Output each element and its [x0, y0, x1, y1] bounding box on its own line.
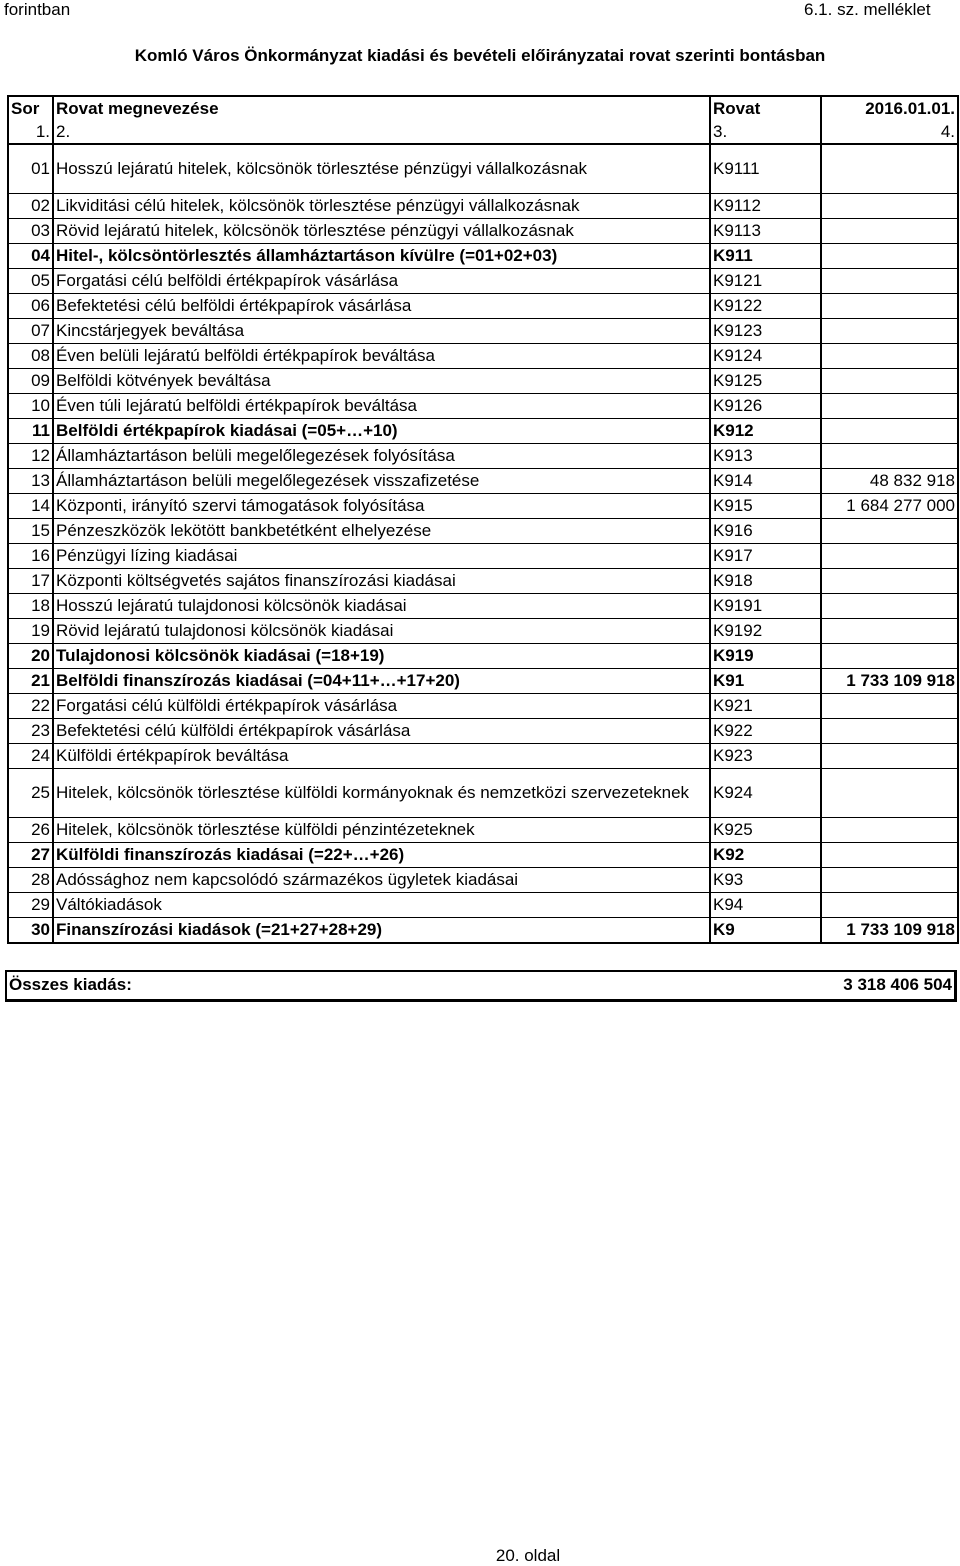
row-value: 1 733 109 918 — [821, 918, 958, 944]
row-value — [821, 519, 958, 544]
row-name: Hitelek, kölcsönök törlesztése külföldi pénzintézeteknek — [53, 818, 710, 843]
column-header-name: Rovat megnevezése — [53, 96, 710, 121]
row-number: 04 — [8, 244, 53, 269]
row-name: Finanszírozási kiadások (=21+27+28+29) — [53, 918, 710, 944]
row-name: Befektetési célú belföldi értékpapírok vásárlása — [53, 294, 710, 319]
table-row — [8, 369, 958, 394]
row-name: Központi, irányító szervi támogatások folyósítása — [53, 494, 710, 519]
row-number: 11 — [8, 419, 53, 444]
row-name: Rövid lejáratú tulajdonosi kölcsönök kiadásai — [53, 619, 710, 644]
row-name: Államháztartáson belüli megelőlegezések folyósítása — [53, 444, 710, 469]
row-name: Belföldi kötvények beváltása — [53, 369, 710, 394]
row-number: 02 — [8, 194, 53, 219]
row-name: Likviditási célú hitelek, kölcsönök törlesztése pénzügyi vállalkozásnak — [53, 194, 710, 219]
row-value — [821, 594, 958, 619]
row-code: K9123 — [710, 319, 821, 344]
row-name: Befektetési célú külföldi értékpapírok vásárlása — [53, 719, 710, 744]
row-value — [821, 818, 958, 843]
row-value — [821, 344, 958, 369]
row-value — [821, 544, 958, 569]
row-value — [821, 419, 958, 444]
row-number: 21 — [8, 669, 53, 694]
row-number: 20 — [8, 644, 53, 669]
column-header-value: 2016.01.01. — [821, 96, 958, 121]
row-value — [821, 144, 958, 194]
row-value — [821, 444, 958, 469]
row-value — [821, 893, 958, 918]
row-code: K9122 — [710, 294, 821, 319]
table-row — [8, 818, 958, 843]
row-name: Kincstárjegyek beváltása — [53, 319, 710, 344]
table-row — [8, 194, 958, 219]
table-row — [8, 569, 958, 594]
row-number: 15 — [8, 519, 53, 544]
row-number: 23 — [8, 719, 53, 744]
row-number: 12 — [8, 444, 53, 469]
row-number: 09 — [8, 369, 53, 394]
table-row — [8, 744, 958, 769]
row-value — [821, 394, 958, 419]
row-name: Belföldi értékpapírok kiadásai (=05+…+10) — [53, 419, 710, 444]
row-number: 22 — [8, 694, 53, 719]
column-header-code: Rovat — [710, 96, 821, 121]
row-value — [821, 868, 958, 893]
row-code: K914 — [710, 469, 821, 494]
row-value — [821, 843, 958, 868]
row-number: 29 — [8, 893, 53, 918]
table-row — [8, 444, 958, 469]
row-name: Forgatási célú belföldi értékpapírok vásárlása — [53, 269, 710, 294]
column-number-row — [8, 121, 958, 144]
column-number-1: 1. — [8, 121, 53, 144]
row-value — [821, 319, 958, 344]
row-code: K9 — [710, 918, 821, 944]
row-code: K919 — [710, 644, 821, 669]
row-code: K913 — [710, 444, 821, 469]
page-number: 20. oldal — [495, 1546, 561, 1565]
table-row — [8, 918, 958, 944]
currency-note: forintban — [4, 0, 71, 19]
table-row — [8, 494, 958, 519]
table-row — [8, 469, 958, 494]
table-row — [8, 769, 958, 818]
row-number: 07 — [8, 319, 53, 344]
table-row — [8, 319, 958, 344]
table-row — [8, 544, 958, 569]
grand-total-box — [5, 970, 957, 1002]
table-row — [8, 868, 958, 893]
row-name: Pénzügyi lízing kiadásai — [53, 544, 710, 569]
row-code: K925 — [710, 818, 821, 843]
row-code: K9112 — [710, 194, 821, 219]
row-number: 27 — [8, 843, 53, 868]
row-code: K922 — [710, 719, 821, 744]
row-number: 18 — [8, 594, 53, 619]
row-code: K9126 — [710, 394, 821, 419]
row-code: K918 — [710, 569, 821, 594]
row-code: K9121 — [710, 269, 821, 294]
row-name: Államháztartáson belüli megelőlegezések visszafizetése — [53, 469, 710, 494]
row-value: 1 684 277 000 — [821, 494, 958, 519]
row-name: Belföldi finanszírozás kiadásai (=04+11+…+17+20) — [53, 669, 710, 694]
table-row — [8, 694, 958, 719]
row-value — [821, 269, 958, 294]
table-row — [8, 244, 958, 269]
column-number-4: 4. — [821, 121, 958, 144]
row-name: Rövid lejáratú hitelek, kölcsönök törlesztése pénzügyi vállalkozásnak — [53, 219, 710, 244]
row-code: K923 — [710, 744, 821, 769]
table-row — [8, 294, 958, 319]
row-name: Külföldi finanszírozás kiadásai (=22+…+26) — [53, 843, 710, 868]
row-number: 03 — [8, 219, 53, 244]
row-code: K916 — [710, 519, 821, 544]
row-name: Adóssághoz nem kapcsolódó származékos ügyletek kiadásai — [53, 868, 710, 893]
row-name: Éven túli lejáratú belföldi értékpapírok beváltása — [53, 394, 710, 419]
row-code: K91 — [710, 669, 821, 694]
row-name: Külföldi értékpapírok beváltása — [53, 744, 710, 769]
table-row — [8, 144, 958, 194]
table-row — [8, 519, 958, 544]
row-code: K912 — [710, 419, 821, 444]
row-code: K924 — [710, 769, 821, 818]
row-code: K9192 — [710, 619, 821, 644]
table-row — [8, 269, 958, 294]
table-row — [8, 394, 958, 419]
row-number: 26 — [8, 818, 53, 843]
row-value — [821, 244, 958, 269]
row-value — [821, 194, 958, 219]
row-value: 1 733 109 918 — [821, 669, 958, 694]
budget-table — [7, 95, 959, 944]
row-value — [821, 369, 958, 394]
table-row — [8, 419, 958, 444]
row-number: 24 — [8, 744, 53, 769]
page-title: Komló Város Önkormányzat kiadási és bevételi előirányzatai rovat szerinti bontásban — [134, 46, 826, 65]
column-header-row-no: Sor — [8, 96, 53, 121]
grand-total-value: 3 318 406 504 — [843, 975, 952, 994]
row-name: Tulajdonosi kölcsönök kiadásai (=18+19) — [53, 644, 710, 669]
table-header-row — [8, 96, 958, 121]
table-row — [8, 619, 958, 644]
row-name: Központi költségvetés sajátos finanszírozási kiadásai — [53, 569, 710, 594]
row-name: Hosszú lejáratú tulajdonosi kölcsönök kiadásai — [53, 594, 710, 619]
table-row — [8, 843, 958, 868]
annex-label: 6.1. sz. melléklet — [804, 0, 931, 19]
row-name: Forgatási célú külföldi értékpapírok vásárlása — [53, 694, 710, 719]
table-row — [8, 719, 958, 744]
table-row — [8, 893, 958, 918]
row-name: Hitel-, kölcsöntörlesztés államháztartáson kívülre (=01+02+03) — [53, 244, 710, 269]
row-value — [821, 694, 958, 719]
row-number: 14 — [8, 494, 53, 519]
row-code: K9113 — [710, 219, 821, 244]
row-number: 13 — [8, 469, 53, 494]
table-row — [8, 594, 958, 619]
grand-total-label: Összes kiadás: — [9, 975, 132, 994]
row-number: 01 — [8, 144, 53, 194]
row-code: K917 — [710, 544, 821, 569]
row-value: 48 832 918 — [821, 469, 958, 494]
row-number: 08 — [8, 344, 53, 369]
row-code: K9124 — [710, 344, 821, 369]
row-code: K9111 — [710, 144, 821, 194]
row-number: 25 — [8, 769, 53, 818]
row-number: 28 — [8, 868, 53, 893]
row-code: K915 — [710, 494, 821, 519]
row-value — [821, 619, 958, 644]
row-name: Éven belüli lejáratú belföldi értékpapírok beváltása — [53, 344, 710, 369]
table-row — [8, 669, 958, 694]
table-row — [8, 344, 958, 369]
row-value — [821, 644, 958, 669]
row-value — [821, 219, 958, 244]
row-name: Hosszú lejáratú hitelek, kölcsönök törlesztése pénzügyi vállalkozásnak — [53, 144, 710, 194]
row-code: K92 — [710, 843, 821, 868]
row-number: 05 — [8, 269, 53, 294]
row-code: K93 — [710, 868, 821, 893]
table-row — [8, 644, 958, 669]
row-name: Váltókiadások — [53, 893, 710, 918]
row-value — [821, 569, 958, 594]
column-number-3: 3. — [710, 121, 821, 144]
row-value — [821, 744, 958, 769]
row-number: 19 — [8, 619, 53, 644]
row-code: K921 — [710, 694, 821, 719]
row-number: 16 — [8, 544, 53, 569]
row-code: K94 — [710, 893, 821, 918]
row-code: K9191 — [710, 594, 821, 619]
row-name: Pénzeszközök lekötött bankbetétként elhelyezése — [53, 519, 710, 544]
row-value — [821, 769, 958, 818]
column-number-2: 2. — [53, 121, 710, 144]
row-value — [821, 294, 958, 319]
row-value — [821, 719, 958, 744]
row-number: 10 — [8, 394, 53, 419]
row-number: 17 — [8, 569, 53, 594]
row-name: Hitelek, kölcsönök törlesztése külföldi kormányoknak és nemzetközi szervezeteknek — [53, 769, 710, 818]
row-number: 30 — [8, 918, 53, 944]
row-code: K9125 — [710, 369, 821, 394]
table-row — [8, 219, 958, 244]
row-code: K911 — [710, 244, 821, 269]
row-number: 06 — [8, 294, 53, 319]
